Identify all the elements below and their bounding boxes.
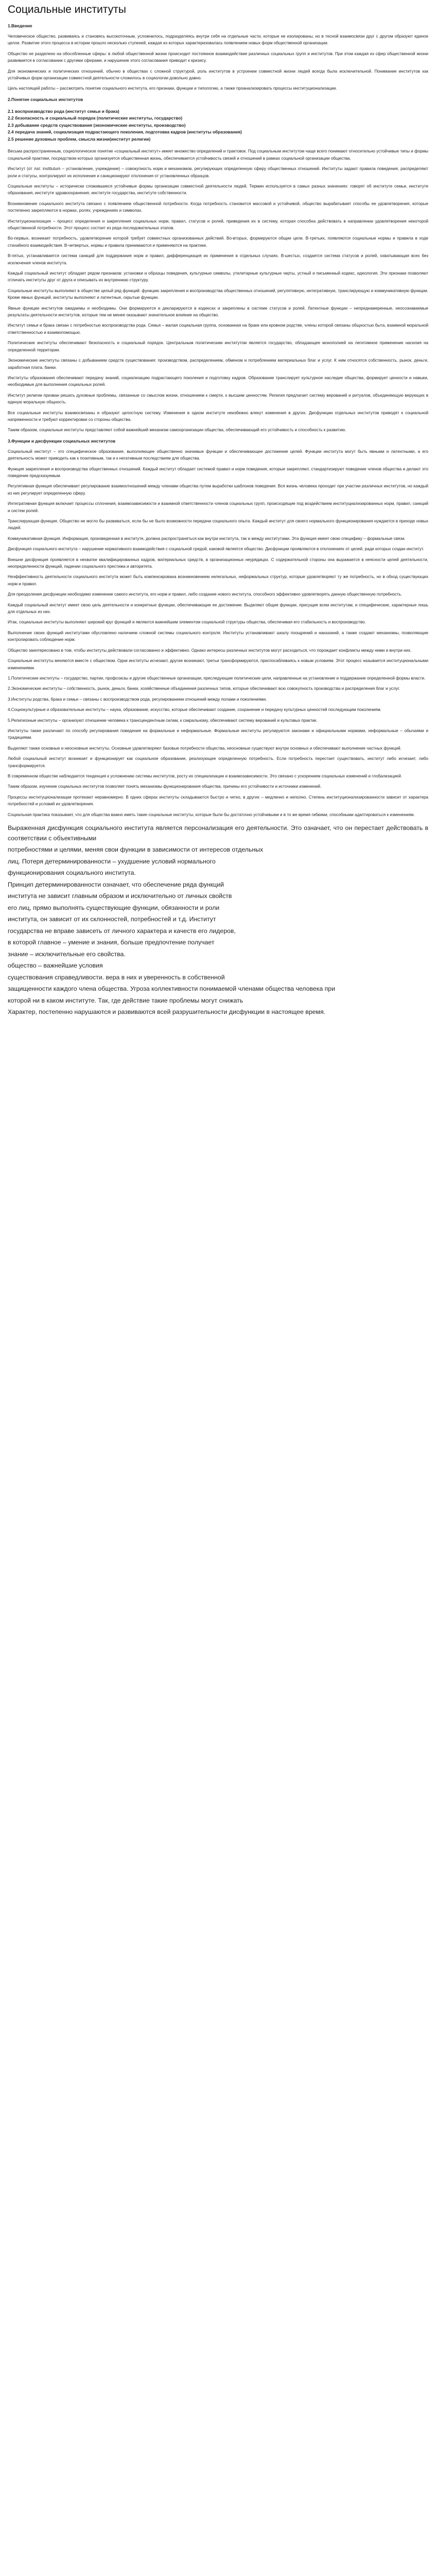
body-section-d: [8, 794, 428, 818]
outline-item: 2.3 добывание средств существования (экономические институты, производство): [8, 122, 186, 128]
paragraph: В-пятых, устанавливается система санкций для поддержания норм и правил, дифференциация их применения в отдельных случаях. В-шестых, создается система статусов и ролей, охватывающая всех без исключения членов института.: [8, 253, 428, 265]
paragraph: защищенности каждого члена общества. Угроза коллективности понимаемой членами общества человека при: [8, 985, 335, 992]
paragraph: 2.Экономические институты – собственность, рынок, деньги, банки, хозяйственные объединения различных типов, которые обеспечивают всю совокупность производства и распределения благ и услуг.: [8, 686, 400, 691]
paragraph: Каждый социальный институт обладает рядом признаков: установки и образцы поведения, культурные символы, утилитарные культурные черты, устный и письменный кодекс, идеология. Эти признаки позволяют отличать институты друг от друга и описывать их внутреннюю структуру.: [8, 271, 428, 283]
paragraph: Институт религии призван решать духовные проблемы, связанные со смыслом жизни, отношением к смерти, к высшим ценностям. Религия предлагает систему верований и ритуалов, объединяющую верующих в единую моральную общность.: [8, 393, 428, 405]
paragraph: Таким образом, изучение социальных институтов позволяет понять механизмы функционирования общества, причины его устойчивости и источники изменений.: [8, 784, 322, 789]
paragraph: Итак, социальные институты выполняют широкий круг функций и являются важнейшим элементом социальной структуры общества, обеспечивая его стабильность и воспроизводство.: [8, 620, 366, 625]
body-section-a: [8, 148, 428, 433]
paragraph: института не зависит главным образом и исключительно от личных свойств: [8, 892, 232, 900]
paragraph: Интегративная функция включает процессы сплочения, взаимозависимости и взаимной ответственности членов социальных групп, происходящие под воздействием институциализированных норм, правил, санкций и систем ролей.: [8, 501, 428, 513]
paragraph: его лиц, прямо выполнять существующие функции, обязанности и роли: [8, 904, 220, 911]
paragraph: Общество не разделено на обособленные сферы: в любой общественной жизни происходит постоянное взаимодействие различных социальных групп и институтов. При этом каждая из сфер общественной жизни развивается в согласовании с другими сферами, и нарушение этого согласования приводит к кризису.: [8, 51, 428, 63]
paragraph: в которой главное – умение и знания, больше предпочтение получает: [8, 939, 215, 946]
body-section-c: [8, 630, 428, 790]
paragraph: Выделяют также основные и неосновные институты. Основные удовлетворяют базовые потребности общества, неосновные существуют внутри основных и обеспечивают выполнение частных функций.: [8, 745, 402, 751]
paragraph: Характер, постепенно нарушаются и развиваются всей разрушительности дисфункции в настоящее время.: [8, 1008, 326, 1015]
paragraph: Все социальные институты взаимосвязаны и образуют целостную систему. Изменения в одном институте неизбежно влекут изменения в других. Дисфункции отдельных институтов приводят к социальной напряженности и требуют корректировки со стороны общества.: [8, 410, 428, 422]
paragraph: института, он зависит от их склонностей, потребностей и т.д. Институт: [8, 916, 216, 923]
paragraph: знание – исключительные его свойства.: [8, 950, 126, 958]
document: [0, 0, 436, 1018]
paragraph: Социальная практика показывает, что для общества важно иметь такие социальные институты, которые были бы достаточно устойчивыми и в то же время гибкими, способными адаптироваться к изменениям.: [8, 812, 415, 817]
paragraph: Процессы институционализации протекают неравномерно. В одних сферах институты складываются быстро и четко, в других – медленно и неполно. Степень институционализированности зависит от характера потребностей и условий их удовлетворения.: [8, 794, 428, 807]
large-text-section: [8, 823, 428, 1018]
outline-list: [8, 108, 428, 143]
paragraph: Таким образом, социальные институты представляют собой важнейший механизм самоорганизации общества, обеспечивающий его устойчивость и способность к развитию.: [8, 428, 346, 433]
paragraph: Возникновение социального института связано с появлением общественной потребности. Когда потребность становится массовой и устойчивой, общество вырабатывает способы ее удовлетворения, которые постепенно закрепляются в нормах, ролях, учреждениях и символах.: [8, 201, 428, 213]
paragraph: Социальные институты выполняют в обществе целый ряд функций: функцию закрепления и воспроизводства общественных отношений, регулятивную, интегративную, транслирующую и коммуникативную функции. Кроме явных функций, институты выполняют и латентные, скрытые функции.: [8, 288, 428, 300]
paragraph: Во-первых, возникает потребность, удовлетворение которой требует совместных организованных действий. Во-вторых, формируются общие цели. В-третьих, появляются социальные нормы и правила в ходе стихийного взаимодействия. В-четвертых, нормы и правила принимаются и применяются на практике.: [8, 236, 428, 248]
paragraph: Для экономических и политических отношений, обычно в обществах с сложной структурой, роль институтов в устроении совместной жизни людей всегда была исключительной. Понимание институтов как устойчивых форм организации совместной деятельности сложилось в социологии довольно давно.: [8, 69, 428, 81]
paragraph: существования справедливости. вера в них и уверенность в собственной: [8, 973, 225, 981]
intro-section: [8, 33, 428, 92]
paragraph: Явные функции институтов ожидаемы и необходимы. Они формируются и декларируются в кодексах и закреплены в системе статусов и ролей. Латентные функции – непреднамеренные, неосознаваемые результаты деятельности институтов, которые тем не менее оказывают значительное влияние на общество.: [8, 306, 428, 318]
paragraph: 5.Религиозные институты – организуют отношение человека к трансцендентным силам, к сакральному, обеспечивают систему верований и культовых практик.: [8, 718, 318, 723]
paragraph: Человеческое общество, развиваясь и становясь высокоточным, усложнилось, подразделяясь внутри себя на отдельные части, которые не изолированы, но в тесной взаимосвязи друг с другом образуют единое целое. Развитие этого процесса в истории прошло несколько ступеней, каждая из которых характеризовалась появлением новых форм общественной организации.: [8, 34, 428, 46]
paragraph: Для преодоления дисфункции необходимо изменение самого института, его норм и правил, либо создание нового института, способного эффективно удовлетворять данную общественную потребность.: [8, 592, 403, 597]
paragraph: Институты также различают по способу регулирования поведения на формальные и неформальные. Формальные институты регулируются законами и официальными нормами, неформальные – обычаями и традициями.: [8, 728, 428, 740]
paragraph: Общество заинтересовано в том, чтобы институты действовали согласованно и эффективно. Однако интересы различных институтов могут расходиться, что порождает конфликты между ними и внутри них.: [8, 648, 412, 653]
paragraph: которой ни в каком институте. Так, где действие такие проблемы могут снижать: [8, 996, 243, 1004]
paragraph: Любой социальный институт возникает и функционирует как социальное образование, реализующее определенную потребность. Если потребность перестает существовать, институт либо исчезает, либо трансформируется.: [8, 756, 428, 768]
paragraph: Экономические институты связаны с добыванием средств существования: производством, распределением, обменом и потреблением материальных благ и услуг. К ним относятся собственность, рынок, деньги, заработная плата, банки.: [8, 358, 428, 370]
paragraph: Выполнение своих функций институтами обусловлено наличием сложной системы социального контроля. Институты устанавливают шкалу поощрений и наказаний, а также создают механизмы, позволяющие контролировать соблюдение норм.: [8, 630, 428, 642]
paragraph: Функция закрепления и воспроизводства общественных отношений. Каждый институт обладает системой правил и норм поведения, которые закрепляют, стандартизируют поведение членов общества и делают это поведение предсказуемым.: [8, 466, 428, 478]
paragraph: Цель настоящей работы – рассмотреть понятие социального института, его признаки, функции и типологию, а также проанализировать процессы институционализации.: [8, 86, 337, 91]
paragraph: потребностями и целями, меняя свои функции в зависимости от интересов отдельных: [8, 846, 264, 853]
paragraph: Весьма распространенным, социологическое понятие «социальный институт» имеет множество определений и трактовок. Под социальным институтом чаще всего понимают относительно устойчивые типы и формы социальной практики, посредством которых организуется общественная жизнь, обеспечивается устойчивость связей и отношений в рамках социальной организации общества.: [8, 149, 428, 161]
paragraph: Институционализация – процесс определения и закрепления социальных норм, правил, статусов и ролей, приведения их в систему, которая способна действовать в направлении удовлетворения некоторой общественной потребности. Этот процесс состоит из ряда последовательных этапов.: [8, 218, 428, 230]
paragraph: государства не вправе зависеть от личного характера и качеств его лидеров,: [8, 927, 236, 935]
paragraph: 1.Политические институты – государство, партии, профсоюзы и другие общественные организации, преследующие политические цели, направленные на установление и поддержание определенной формы власти.: [8, 675, 426, 681]
outline-item: 2.1 воспроизводство рода (институт семьи и брака): [8, 108, 119, 114]
outline-heading: 2.Понятие социальных институтов: [8, 96, 83, 102]
paragraph: лиц. Потеря детерминированности – ухудшение условий нормального: [8, 857, 216, 865]
outline-item: 2.4 передача знаний, социализация подрастающего поколения, подготовка кадров (институты образования): [8, 129, 242, 135]
paragraph: Институты образования обеспечивают передачу знаний, социализацию подрастающего поколения и подготовку кадров. Образование транслирует культурное наследие общества, формирует ценности и навыки, необходимые для выполнения социальных ролей.: [8, 375, 428, 387]
paragraph: Политические институты обеспечивают безопасность и социальный порядок. Центральным политическим институтом является государство, обладающее монополией на легитимное применение насилия на определенной территории.: [8, 341, 428, 352]
intro-heading: 1.Введение: [8, 23, 32, 28]
paragraph: Коммуникативная функция. Информация, произведенная в институте, должна распространяться как внутри института, так и между институтами. Эта функция имеет свою специфику – формальные связи.: [8, 536, 406, 541]
paragraph: Транслирующая функция. Общество не могло бы развиваться, если бы не было возможности передачи социального опыта. Каждый институт для своего нормального функционирования нуждается в приходе новых людей.: [8, 519, 428, 531]
paragraph: Неэффективность деятельности социального института может быть компенсирована возникновением нелегальных, неформальных структур, которые удовлетворяют ту же потребность, но в обход существующих норм и правил.: [8, 574, 428, 586]
paragraph: 4.Социокультурные и образовательные институты – наука, образование, искусство, которые обеспечивают создание, сохранение и передачу культурных ценностей последующим поколениям.: [8, 707, 381, 713]
paragraph: Принцип детерминированности означает, что обеспечение ряда функций: [8, 880, 224, 888]
paragraph: В современном обществе наблюдается тенденция к усложнению системы институтов, росту их специализации и взаимозависимости. Это связано с ускорением социальных изменений и глобализацией.: [8, 773, 403, 778]
paragraph: Социальный институт – это специфическое образование, выполняющее общественно значимые функции и обеспечивающее достижение целей. Функции института могут быть явными и латентными, а его деятельность может приводить как к позитивным, так и к негативным последствиям для общества.: [8, 449, 428, 461]
page-title: Социальные институты: [8, 4, 126, 15]
paragraph: функционирования социального института.: [8, 869, 136, 876]
section-3-heading: 3.Функции и дисфункции социальных институтов: [8, 438, 116, 444]
paragraph: Институт семьи и брака связан с потребностью воспроизводства рода. Семья – малая социальная группа, основанная на браке или кровном родстве, члены которой связаны общностью быта, взаимной моральной ответственностью и взаимопомощью.: [8, 323, 428, 335]
paragraph: Институт (от лат. institutum – установление, учреждение) – совокупность норм и механизмов, регулирующих определенную сферу общественных отношений. Институты задают правила поведения, распределяют роли и статусы, контролируют их исполнение и санкционируют отклонения от установленных образцов.: [8, 166, 428, 178]
paragraph: Внешне дисфункция проявляется в нехватке квалифицированных кадров, материальных средств, в организационных неурядицах. С содержательной стороны она выражается в неясности целей деятельности, неопределенности функций, падении социального престижа и авторитета.: [8, 557, 428, 569]
paragraph: общество – важнейшие условия: [8, 962, 103, 969]
paragraph: Выраженная дисфункция социального института является персонализация его деятельности. Это означает, что он перестает действовать в соответствии с объективными: [8, 824, 428, 842]
body-section-b: [8, 448, 428, 626]
paragraph: Социальные институты – исторически сложившиеся устойчивые формы организации совместной деятельности людей. Термин используется в самых разных значениях: говорят об институте семьи, институте образования, институте здравоохранения, институте государства, институте собственности.: [8, 183, 428, 196]
paragraph: 3.Институты родства, брака и семьи – связаны с воспроизводством рода, регулированием отношений между полами и поколениями.: [8, 697, 267, 702]
outline-item: 2.2 безопасность и социальный порядок (политические институты, государство): [8, 115, 183, 121]
outline-item: 2.5 решение духовных проблем, смысла жизни(институт религии): [8, 136, 151, 142]
paragraph: Социальные институты меняются вместе с обществом. Одни институты исчезают, другие возникают, третьи трансформируются, приспосабливаясь к новым условиям. Этот процесс называется институциональными изменениями.: [8, 658, 428, 670]
paragraph: Регулятивная функция обеспечивает регулирование взаимоотношений между членами общества путем выработки шаблонов поведения. Вся жизнь человека проходит при участии различных институтов, но каждый из них регулирует определенную сферу.: [8, 484, 428, 496]
paragraph: Дисфункция социального института – нарушение нормативного взаимодействия с социальной средой, каковой является общество. Дисфункции проявляются в отклонениях от целей, ради которых создан институт.: [8, 547, 424, 552]
paragraph: Каждый социальный институт имеет свою цель деятельности и конкретные функции, обеспечивающие ее достижение. Выделяют общие функции, присущие всем институтам, и специфические, характерные лишь для отдельных из них.: [8, 602, 428, 615]
